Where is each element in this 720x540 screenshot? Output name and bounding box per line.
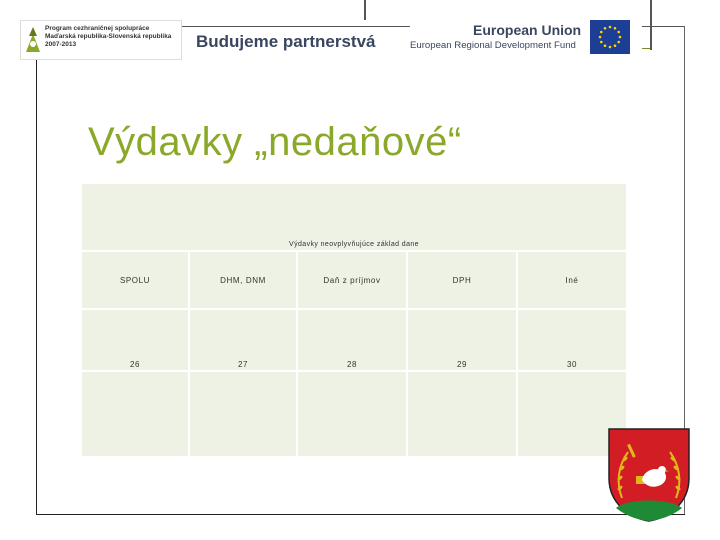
- table-row-labels: [82, 252, 626, 310]
- table-cell: [298, 360, 408, 456]
- program-logo-icon: [24, 24, 42, 54]
- partnership-logo: Budujeme partnerstvá: [196, 32, 376, 51]
- frame-top-decoration-left: [364, 0, 372, 20]
- coat-of-arms-icon: [608, 428, 690, 522]
- frame-top-decoration-right: [644, 0, 652, 50]
- table-cell: [298, 252, 408, 308]
- slide-title: Výdavky „nedaňové“: [88, 120, 462, 164]
- eu-title: European Union: [473, 22, 582, 38]
- table-row-numbers: [82, 360, 626, 456]
- eu-flag-icon: [590, 20, 630, 54]
- column-label: Daň z príjmov: [323, 276, 381, 285]
- table-cell: [82, 252, 190, 308]
- eu-logo: [410, 20, 642, 54]
- row-number: 26: [129, 360, 141, 369]
- table-header-label: Výdavky neovplyvňujúce základ dane: [289, 241, 419, 248]
- eu-subtitle: European Regional Development Fund: [410, 40, 576, 51]
- column-label: SPOLU: [119, 276, 151, 285]
- column-label: DHM, DNM: [220, 276, 266, 285]
- column-label: DPH: [452, 276, 472, 285]
- program-logo-text: Program cezhraničnej spolupráce Maďarská republika-Slovenská republika 2007-2013: [45, 25, 172, 48]
- table-cell: [408, 252, 518, 308]
- table-cell: [82, 360, 190, 456]
- row-number: 30: [566, 360, 578, 369]
- program-logo: [20, 20, 182, 60]
- table-cell: [190, 360, 298, 456]
- table-cell: [190, 252, 298, 308]
- table-cell: [518, 252, 626, 308]
- column-label: Iné: [565, 276, 579, 285]
- expenses-table: [82, 184, 626, 456]
- row-number: 28: [346, 360, 358, 369]
- row-number: 29: [456, 360, 468, 369]
- table-header: [82, 184, 626, 252]
- row-number: 27: [237, 360, 249, 369]
- table-cell: [408, 360, 518, 456]
